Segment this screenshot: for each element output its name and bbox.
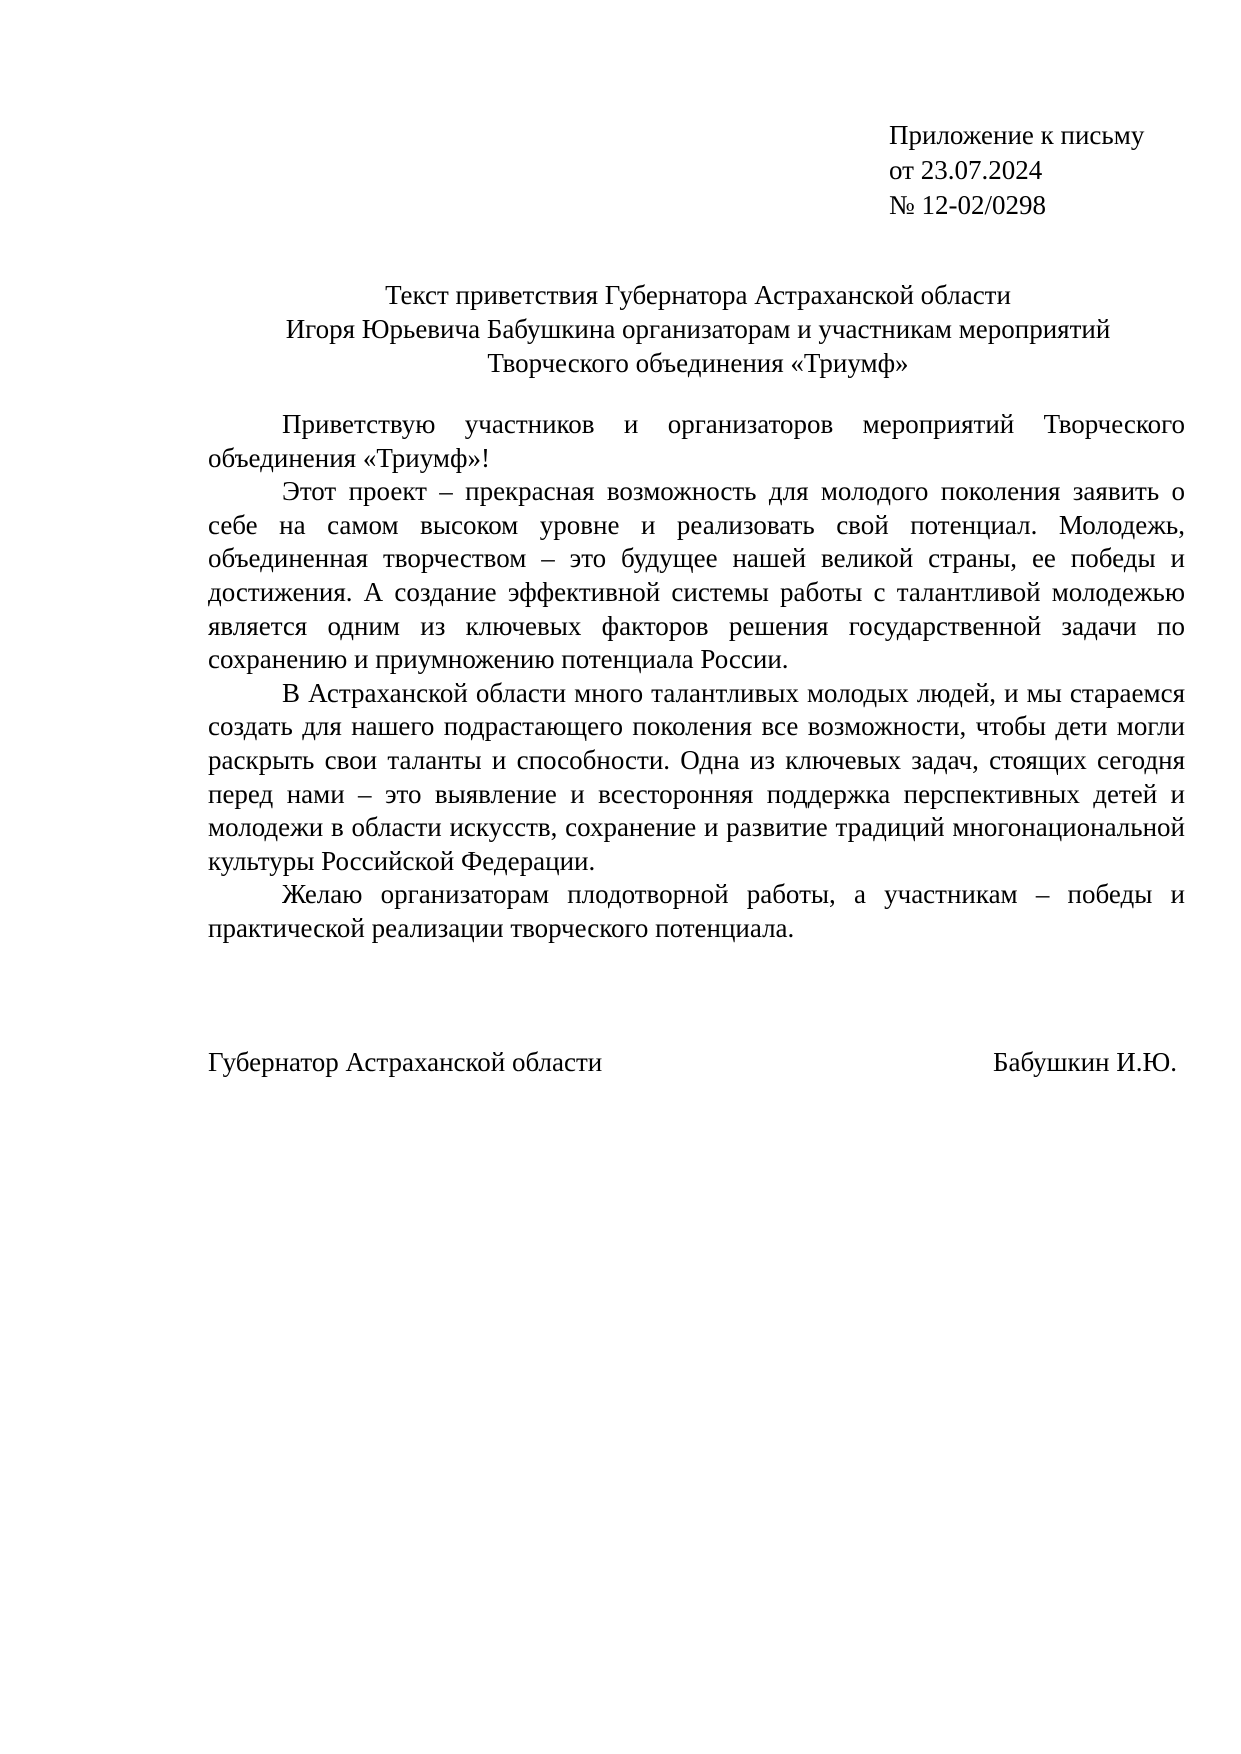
body-paragraph-1: Приветствую участников и организаторов мероприятий Творческого объединения «Триумф»! — [208, 409, 1185, 473]
signature-block — [208, 1045, 1177, 1079]
document-title — [190, 278, 1206, 380]
attachment-note — [889, 118, 1144, 223]
attachment-number: № 12-02/0298 — [889, 190, 1047, 220]
body-paragraph-2: Этот проект – прекрасная возможность для молодого поколения заявить о себе на самом высоком уровне и реализовать свой потенциал. Молодежь, объединенная творчеством – это будущее нашей великой страны, ее победы и достижения. А создание эффективной системы работы с талантливой молодежью является одним из ключевых факторов решения государственной задачи по сохранению и приумножению потенциала России. — [208, 476, 1185, 675]
title-line-1: Текст приветствия Губернатора Астраханской области — [385, 280, 1011, 310]
body-paragraph-3: В Астраханской области много талантливых молодых людей, и мы стараемся создать для нашего подрастающего поколения все возможности, чтобы дети могли раскрыть свои таланты и способности. Одна из ключевых задач, стоящих сегодня перед нами – это выявление и всесторонняя поддержка перспективных детей и молодежи в области искусств, сохранение и развитие традиций многонациональной культуры Российской Федерации. — [208, 677, 1185, 876]
body-paragraph-4: Желаю организаторам плодотворной работы, а участникам – победы и практической реализации творческого потенциала. — [208, 879, 1185, 943]
document-body — [208, 408, 1185, 946]
attachment-line-1: Приложение к письму — [889, 120, 1145, 150]
attachment-date: от 23.07.2024 — [889, 155, 1043, 185]
title-line-3: Творческого объединения «Триумф» — [487, 348, 909, 378]
title-line-2: Игоря Юрьевича Бабушкина организаторам и участникам мероприятий — [285, 314, 1111, 344]
signatory-position: Губернатор Астраханской области — [208, 1047, 603, 1077]
signatory-name: Бабушкин И.Ю. — [992, 1047, 1177, 1077]
